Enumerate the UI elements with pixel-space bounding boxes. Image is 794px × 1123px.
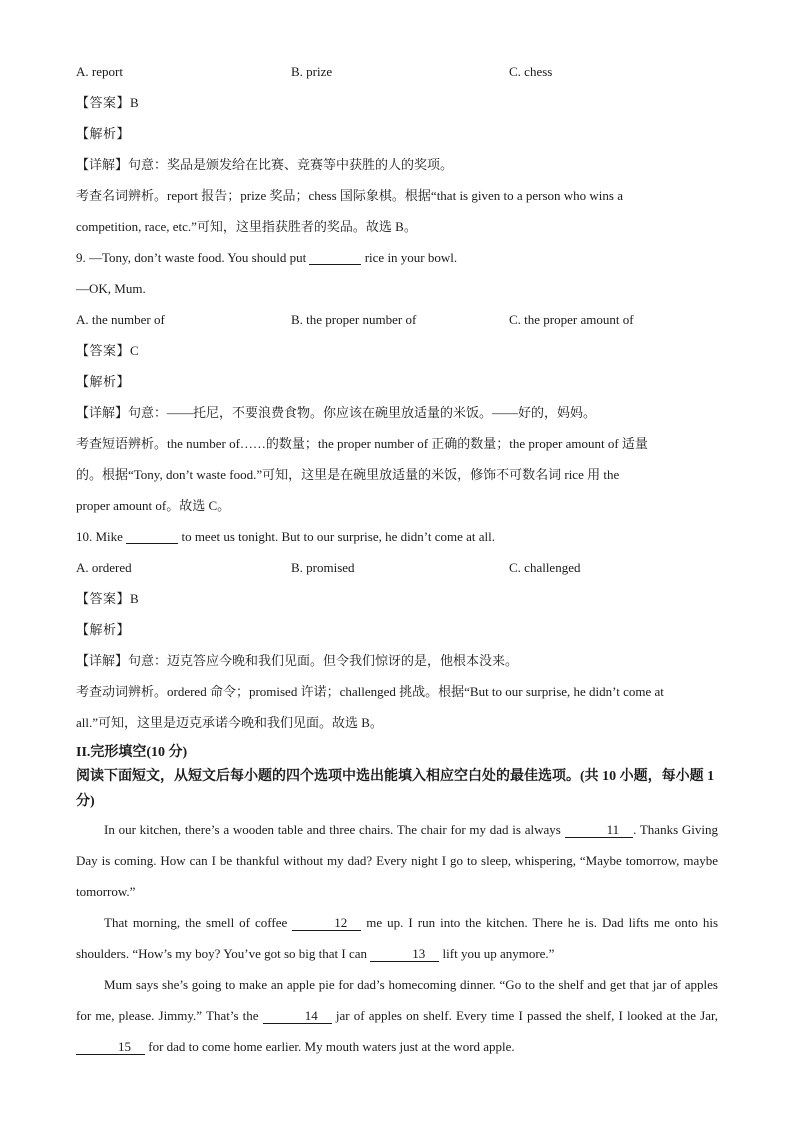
q9-explain-1: 考查短语辨析。the number of……的数量；the proper number of 正确的数量；the proper amount of 适量: [76, 436, 648, 451]
passage-paragraph-3: [76, 969, 718, 1062]
q10-option-b: B. promised: [291, 560, 355, 575]
section-instruction: 阅读下面短文，从短文后每小题的四个选项中选出能填入相应空白处的最佳选项。(共 10 小题，每小题 1 分): [76, 769, 715, 809]
q9-detail: 【详解】句意：——托尼，不要浪费食物。你应该在碗里放适量的米饭。——好的，妈妈。: [76, 405, 597, 420]
q8-analysis: 【解析】: [76, 126, 131, 141]
cloze-blank-14: 14: [263, 1008, 332, 1024]
q9-reply: —OK, Mum.: [76, 281, 146, 296]
q8-option-c: C. chess: [509, 64, 553, 79]
q10-option-a: A. ordered: [76, 560, 132, 575]
q9-blank: [309, 250, 361, 265]
q10-explain-1: 考查动词辨析。ordered 命令；promised 许诺；challenged 挑战。根据“But to our surprise, he didn’t come at: [76, 684, 664, 699]
passage-text: That morning, the smell of coffee: [104, 915, 288, 930]
q9-answer: 【答案】C: [76, 343, 140, 358]
cloze-blank-13: 13: [370, 946, 439, 962]
cloze-blank-15: 15: [76, 1039, 145, 1055]
q9-stem: [76, 242, 718, 273]
q8-explain-2: competition, race, etc.”可知，这里指获胜者的奖品。故选 B。: [76, 219, 417, 234]
q9-explain-3: proper amount of。故选 C。: [76, 498, 231, 513]
cloze-blank-12: 12: [292, 915, 361, 931]
q10-stem: [76, 521, 718, 552]
q9-stem-before: 9. —Tony, don’t waste food. You should put: [76, 250, 307, 265]
section-heading: II.完形填空(10 分): [76, 745, 188, 760]
q10-option-c: C. challenged: [509, 560, 581, 575]
q9-option-b: B. the proper number of: [291, 312, 417, 327]
passage-text: Mum says she’s going to make an apple pie for dad’s homecoming dinner. “Go to the shelf and get that jar of apples for me, please. Jimmy.” That’s the: [76, 977, 718, 1023]
q10-detail: 【详解】句意：迈克答应今晚和我们见面。但令我们惊讶的是，他根本没来。: [76, 653, 519, 668]
passage-text: In our kitchen, there’s a wooden table and three chairs. The chair for my dad is always: [104, 822, 561, 837]
q9-option-a: A. the number of: [76, 312, 165, 327]
passage-text: for dad to come home earlier. My mouth waters just at the word apple.: [148, 1039, 515, 1054]
cloze-blank-11: 11: [565, 822, 634, 838]
q10-blank: [126, 529, 178, 544]
q10-explain-2: all.”可知，这里是迈克承诺今晚和我们见面。故选 B。: [76, 715, 383, 730]
q8-detail: 【详解】句意：奖品是颁发给在比赛、竞赛等中获胜的人的奖项。: [76, 157, 454, 172]
q8-explain-1: 考查名词辨析。report 报告；prize 奖品；chess 国际象棋。根据“that is given to a person who wins a: [76, 188, 624, 203]
q10-answer: 【答案】B: [76, 591, 140, 606]
q10-stem-after: to meet us tonight. But to our surprise, he didn’t come at all.: [181, 529, 495, 544]
q9-analysis: 【解析】: [76, 374, 131, 389]
q8-options: [76, 56, 718, 87]
q10-options: [76, 552, 718, 583]
passage-paragraph-2: [76, 907, 718, 969]
q9-option-c: C. the proper amount of: [509, 312, 634, 327]
passage-text: me up. I run into the kitchen. There he is. Dad lifts me onto his shoulders. “How’s my boy? You’ve got so big that I can: [76, 915, 719, 961]
q9-options: [76, 304, 718, 335]
q8-option-b: B. prize: [291, 64, 333, 79]
q10-analysis: 【解析】: [76, 622, 131, 637]
q9-explain-2: 的。根据“Tony, don’t waste food.”可知，这里是在碗里放适量的米饭，修饰不可数名词 rice 用 the: [76, 467, 620, 482]
q8-answer: 【答案】B: [76, 95, 140, 110]
q8-option-a: A. report: [76, 64, 123, 79]
q9-stem-after: rice in your bowl.: [364, 250, 458, 265]
passage-text: . Thanks Giving Day is coming. How can I be thankful without my dad? Every night I go to sleep, whispering, “Maybe tomorrow, maybe tomorrow.”: [76, 822, 718, 899]
q10-stem-before: 10. Mike: [76, 529, 123, 544]
passage-paragraph-1: [76, 814, 718, 907]
passage-text: lift you up anymore.”: [442, 946, 555, 961]
document-page: [76, 56, 718, 1062]
passage-text: jar of apples on shelf. Every time I passed the shelf, I looked at the Jar,: [335, 1008, 719, 1023]
